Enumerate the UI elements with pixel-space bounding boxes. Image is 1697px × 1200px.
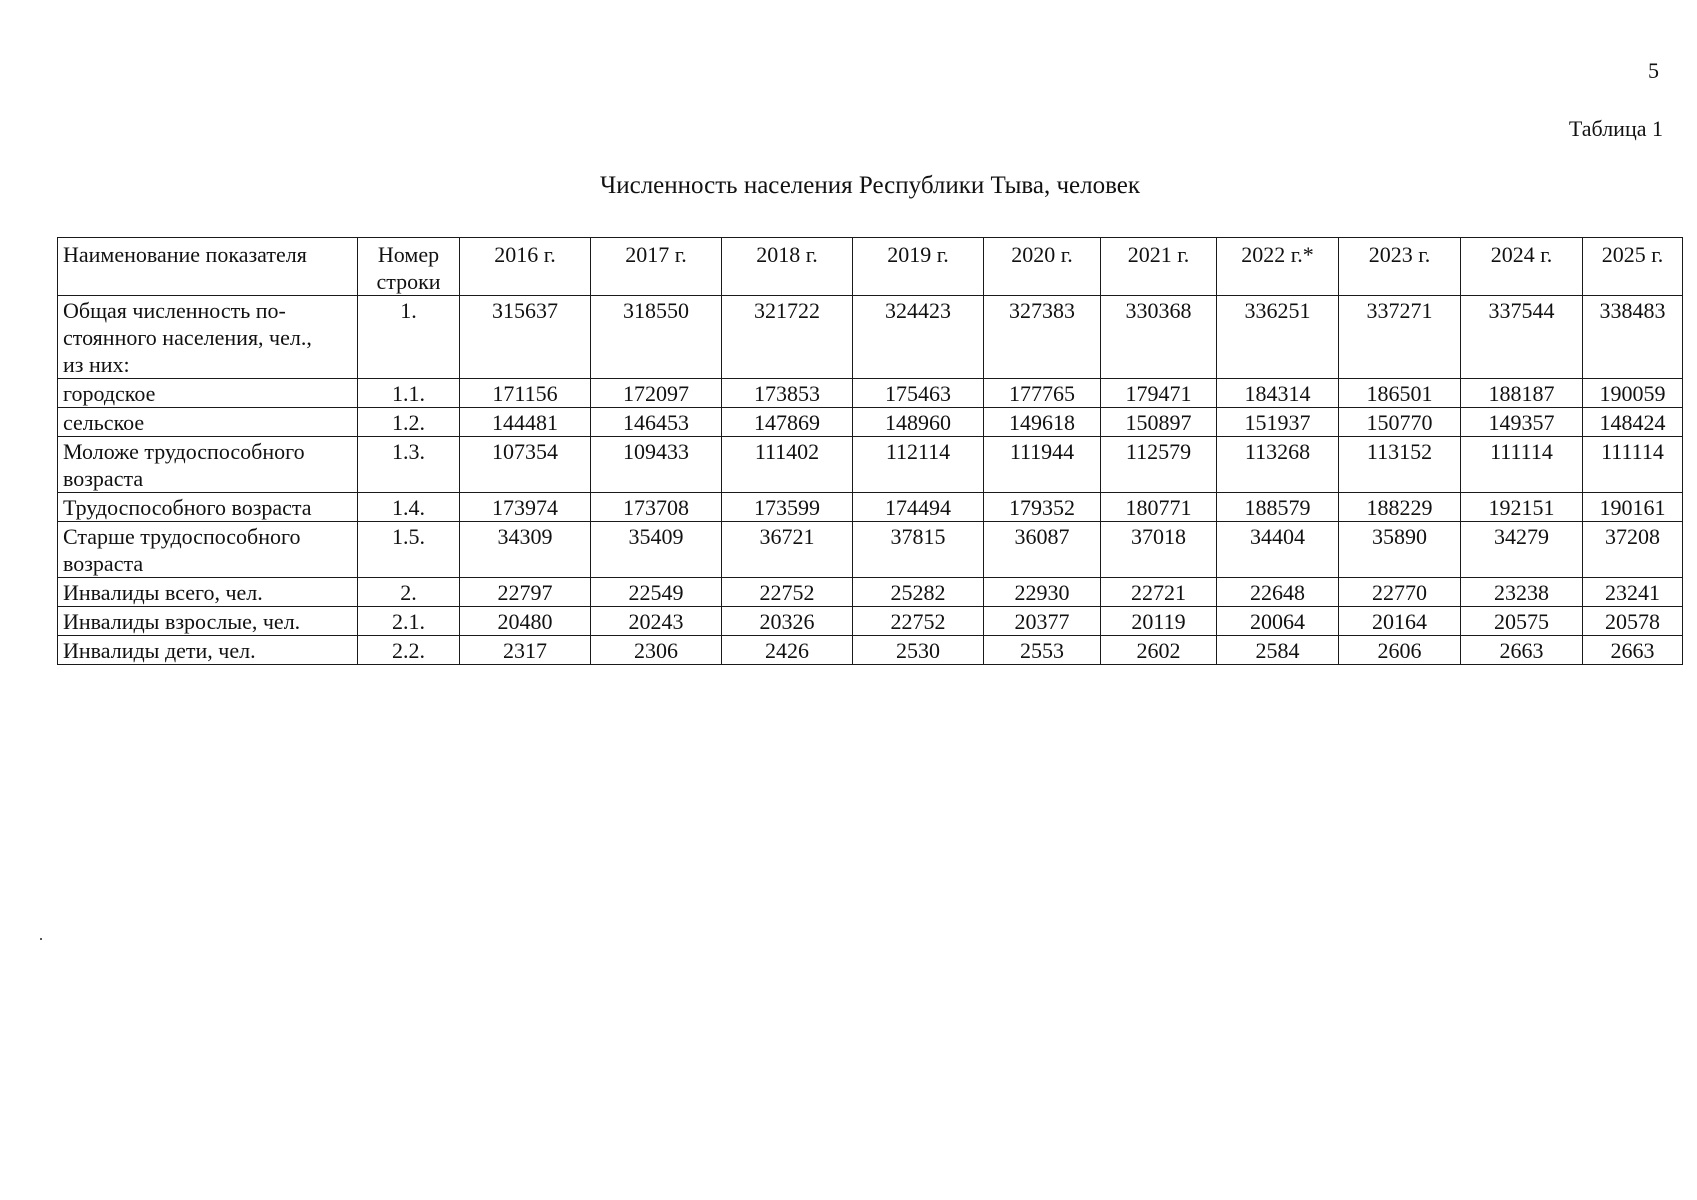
value-cell: 112579 [1101, 437, 1217, 493]
column-header-year: 2020 г. [984, 238, 1101, 296]
scan-dot [40, 938, 42, 940]
row-number-cell: 1.2. [358, 408, 460, 437]
value-cell: 338483 [1583, 296, 1683, 379]
value-cell: 330368 [1101, 296, 1217, 379]
value-cell: 20578 [1583, 607, 1683, 636]
value-cell: 180771 [1101, 493, 1217, 522]
row-indicator-name: Инвалиды взрослые, чел. [58, 607, 358, 636]
value-cell: 34309 [460, 522, 591, 578]
value-cell: 111114 [1583, 437, 1683, 493]
value-cell: 315637 [460, 296, 591, 379]
table-row [58, 296, 1683, 379]
table-header-row [58, 238, 1683, 296]
value-cell: 22752 [722, 578, 853, 607]
table-row [58, 578, 1683, 607]
row-number-cell: 1.5. [358, 522, 460, 578]
value-cell: 34279 [1461, 522, 1583, 578]
value-cell: 23241 [1583, 578, 1683, 607]
value-cell: 20480 [460, 607, 591, 636]
row-indicator-name: Трудоспособного возраста [58, 493, 358, 522]
row-number-cell: 2.1. [358, 607, 460, 636]
row-number-cell: 1.3. [358, 437, 460, 493]
value-cell: 188187 [1461, 379, 1583, 408]
column-header-year: 2016 г. [460, 238, 591, 296]
value-cell: 37815 [853, 522, 984, 578]
value-cell: 337544 [1461, 296, 1583, 379]
value-cell: 36087 [984, 522, 1101, 578]
value-cell: 111402 [722, 437, 853, 493]
value-cell: 2606 [1339, 636, 1461, 665]
value-cell: 321722 [722, 296, 853, 379]
value-cell: 327383 [984, 296, 1101, 379]
value-cell: 175463 [853, 379, 984, 408]
column-header-year: 2023 г. [1339, 238, 1461, 296]
table-label: Таблица 1 [1568, 116, 1663, 141]
value-cell: 35409 [591, 522, 722, 578]
row-number-cell: 1.4. [358, 493, 460, 522]
column-header-year: 2019 г. [853, 238, 984, 296]
column-header-row-number: Номер строки [358, 238, 460, 296]
value-cell: 173599 [722, 493, 853, 522]
value-cell: 2317 [460, 636, 591, 665]
value-cell: 148960 [853, 408, 984, 437]
value-cell: 2306 [591, 636, 722, 665]
row-indicator-name: Старше трудоспособного возраста [58, 522, 358, 578]
value-cell: 179352 [984, 493, 1101, 522]
column-header-year: 2024 г. [1461, 238, 1583, 296]
value-cell: 20575 [1461, 607, 1583, 636]
row-indicator-name: Моложе трудоспособного возраста [58, 437, 358, 493]
value-cell: 179471 [1101, 379, 1217, 408]
value-cell: 149618 [984, 408, 1101, 437]
value-cell: 150770 [1339, 408, 1461, 437]
value-cell: 22752 [853, 607, 984, 636]
value-cell: 2553 [984, 636, 1101, 665]
table-row [58, 522, 1683, 578]
value-cell: 22721 [1101, 578, 1217, 607]
value-cell: 107354 [460, 437, 591, 493]
value-cell: 324423 [853, 296, 984, 379]
value-cell: 111944 [984, 437, 1101, 493]
value-cell: 36721 [722, 522, 853, 578]
column-header-year: 2021 г. [1101, 238, 1217, 296]
value-cell: 174494 [853, 493, 984, 522]
value-cell: 144481 [460, 408, 591, 437]
table-body [58, 296, 1683, 665]
value-cell: 2584 [1217, 636, 1339, 665]
value-cell: 109433 [591, 437, 722, 493]
value-cell: 22549 [591, 578, 722, 607]
value-cell: 112114 [853, 437, 984, 493]
value-cell: 146453 [591, 408, 722, 437]
value-cell: 23238 [1461, 578, 1583, 607]
value-cell: 184314 [1217, 379, 1339, 408]
row-number-cell: 2. [358, 578, 460, 607]
column-header-name: Наименование показателя [58, 238, 358, 296]
row-number-cell: 1.1. [358, 379, 460, 408]
value-cell: 190161 [1583, 493, 1683, 522]
value-cell: 113152 [1339, 437, 1461, 493]
value-cell: 2426 [722, 636, 853, 665]
value-cell: 22797 [460, 578, 591, 607]
row-indicator-name: Общая численность по- стоянного населения, чел., из них: [58, 296, 358, 379]
table-row [58, 607, 1683, 636]
row-indicator-name: сельское [58, 408, 358, 437]
column-header-year: 2025 г. [1583, 238, 1683, 296]
value-cell: 148424 [1583, 408, 1683, 437]
row-indicator-name: Инвалиды дети, чел. [58, 636, 358, 665]
value-cell: 172097 [591, 379, 722, 408]
table-row [58, 493, 1683, 522]
value-cell: 20243 [591, 607, 722, 636]
row-number-cell: 1. [358, 296, 460, 379]
value-cell: 173708 [591, 493, 722, 522]
value-cell: 173974 [460, 493, 591, 522]
value-cell: 173853 [722, 379, 853, 408]
row-number-cell: 2.2. [358, 636, 460, 665]
value-cell: 147869 [722, 408, 853, 437]
value-cell: 336251 [1217, 296, 1339, 379]
value-cell: 149357 [1461, 408, 1583, 437]
page-number: 5 [1648, 58, 1659, 83]
value-cell: 22770 [1339, 578, 1461, 607]
value-cell: 35890 [1339, 522, 1461, 578]
column-header-year: 2022 г.* [1217, 238, 1339, 296]
table-row [58, 379, 1683, 408]
population-table [57, 237, 1683, 665]
value-cell: 20119 [1101, 607, 1217, 636]
value-cell: 20377 [984, 607, 1101, 636]
table-row [58, 636, 1683, 665]
value-cell: 34404 [1217, 522, 1339, 578]
value-cell: 113268 [1217, 437, 1339, 493]
value-cell: 186501 [1339, 379, 1461, 408]
value-cell: 20064 [1217, 607, 1339, 636]
value-cell: 190059 [1583, 379, 1683, 408]
value-cell: 2602 [1101, 636, 1217, 665]
value-cell: 25282 [853, 578, 984, 607]
value-cell: 171156 [460, 379, 591, 408]
value-cell: 188579 [1217, 493, 1339, 522]
value-cell: 318550 [591, 296, 722, 379]
value-cell: 2530 [853, 636, 984, 665]
value-cell: 20164 [1339, 607, 1461, 636]
column-header-year: 2017 г. [591, 238, 722, 296]
value-cell: 188229 [1339, 493, 1461, 522]
value-cell: 20326 [722, 607, 853, 636]
value-cell: 151937 [1217, 408, 1339, 437]
value-cell: 22648 [1217, 578, 1339, 607]
column-header-year: 2018 г. [722, 238, 853, 296]
value-cell: 37018 [1101, 522, 1217, 578]
row-indicator-name: городское [58, 379, 358, 408]
value-cell: 2663 [1461, 636, 1583, 665]
table-row [58, 437, 1683, 493]
page-title: Численность населения Республики Тыва, человек [599, 172, 1140, 199]
value-cell: 192151 [1461, 493, 1583, 522]
value-cell: 2663 [1583, 636, 1683, 665]
value-cell: 337271 [1339, 296, 1461, 379]
value-cell: 22930 [984, 578, 1101, 607]
value-cell: 111114 [1461, 437, 1583, 493]
value-cell: 177765 [984, 379, 1101, 408]
value-cell: 37208 [1583, 522, 1683, 578]
row-indicator-name: Инвалиды всего, чел. [58, 578, 358, 607]
value-cell: 150897 [1101, 408, 1217, 437]
table-row [58, 408, 1683, 437]
